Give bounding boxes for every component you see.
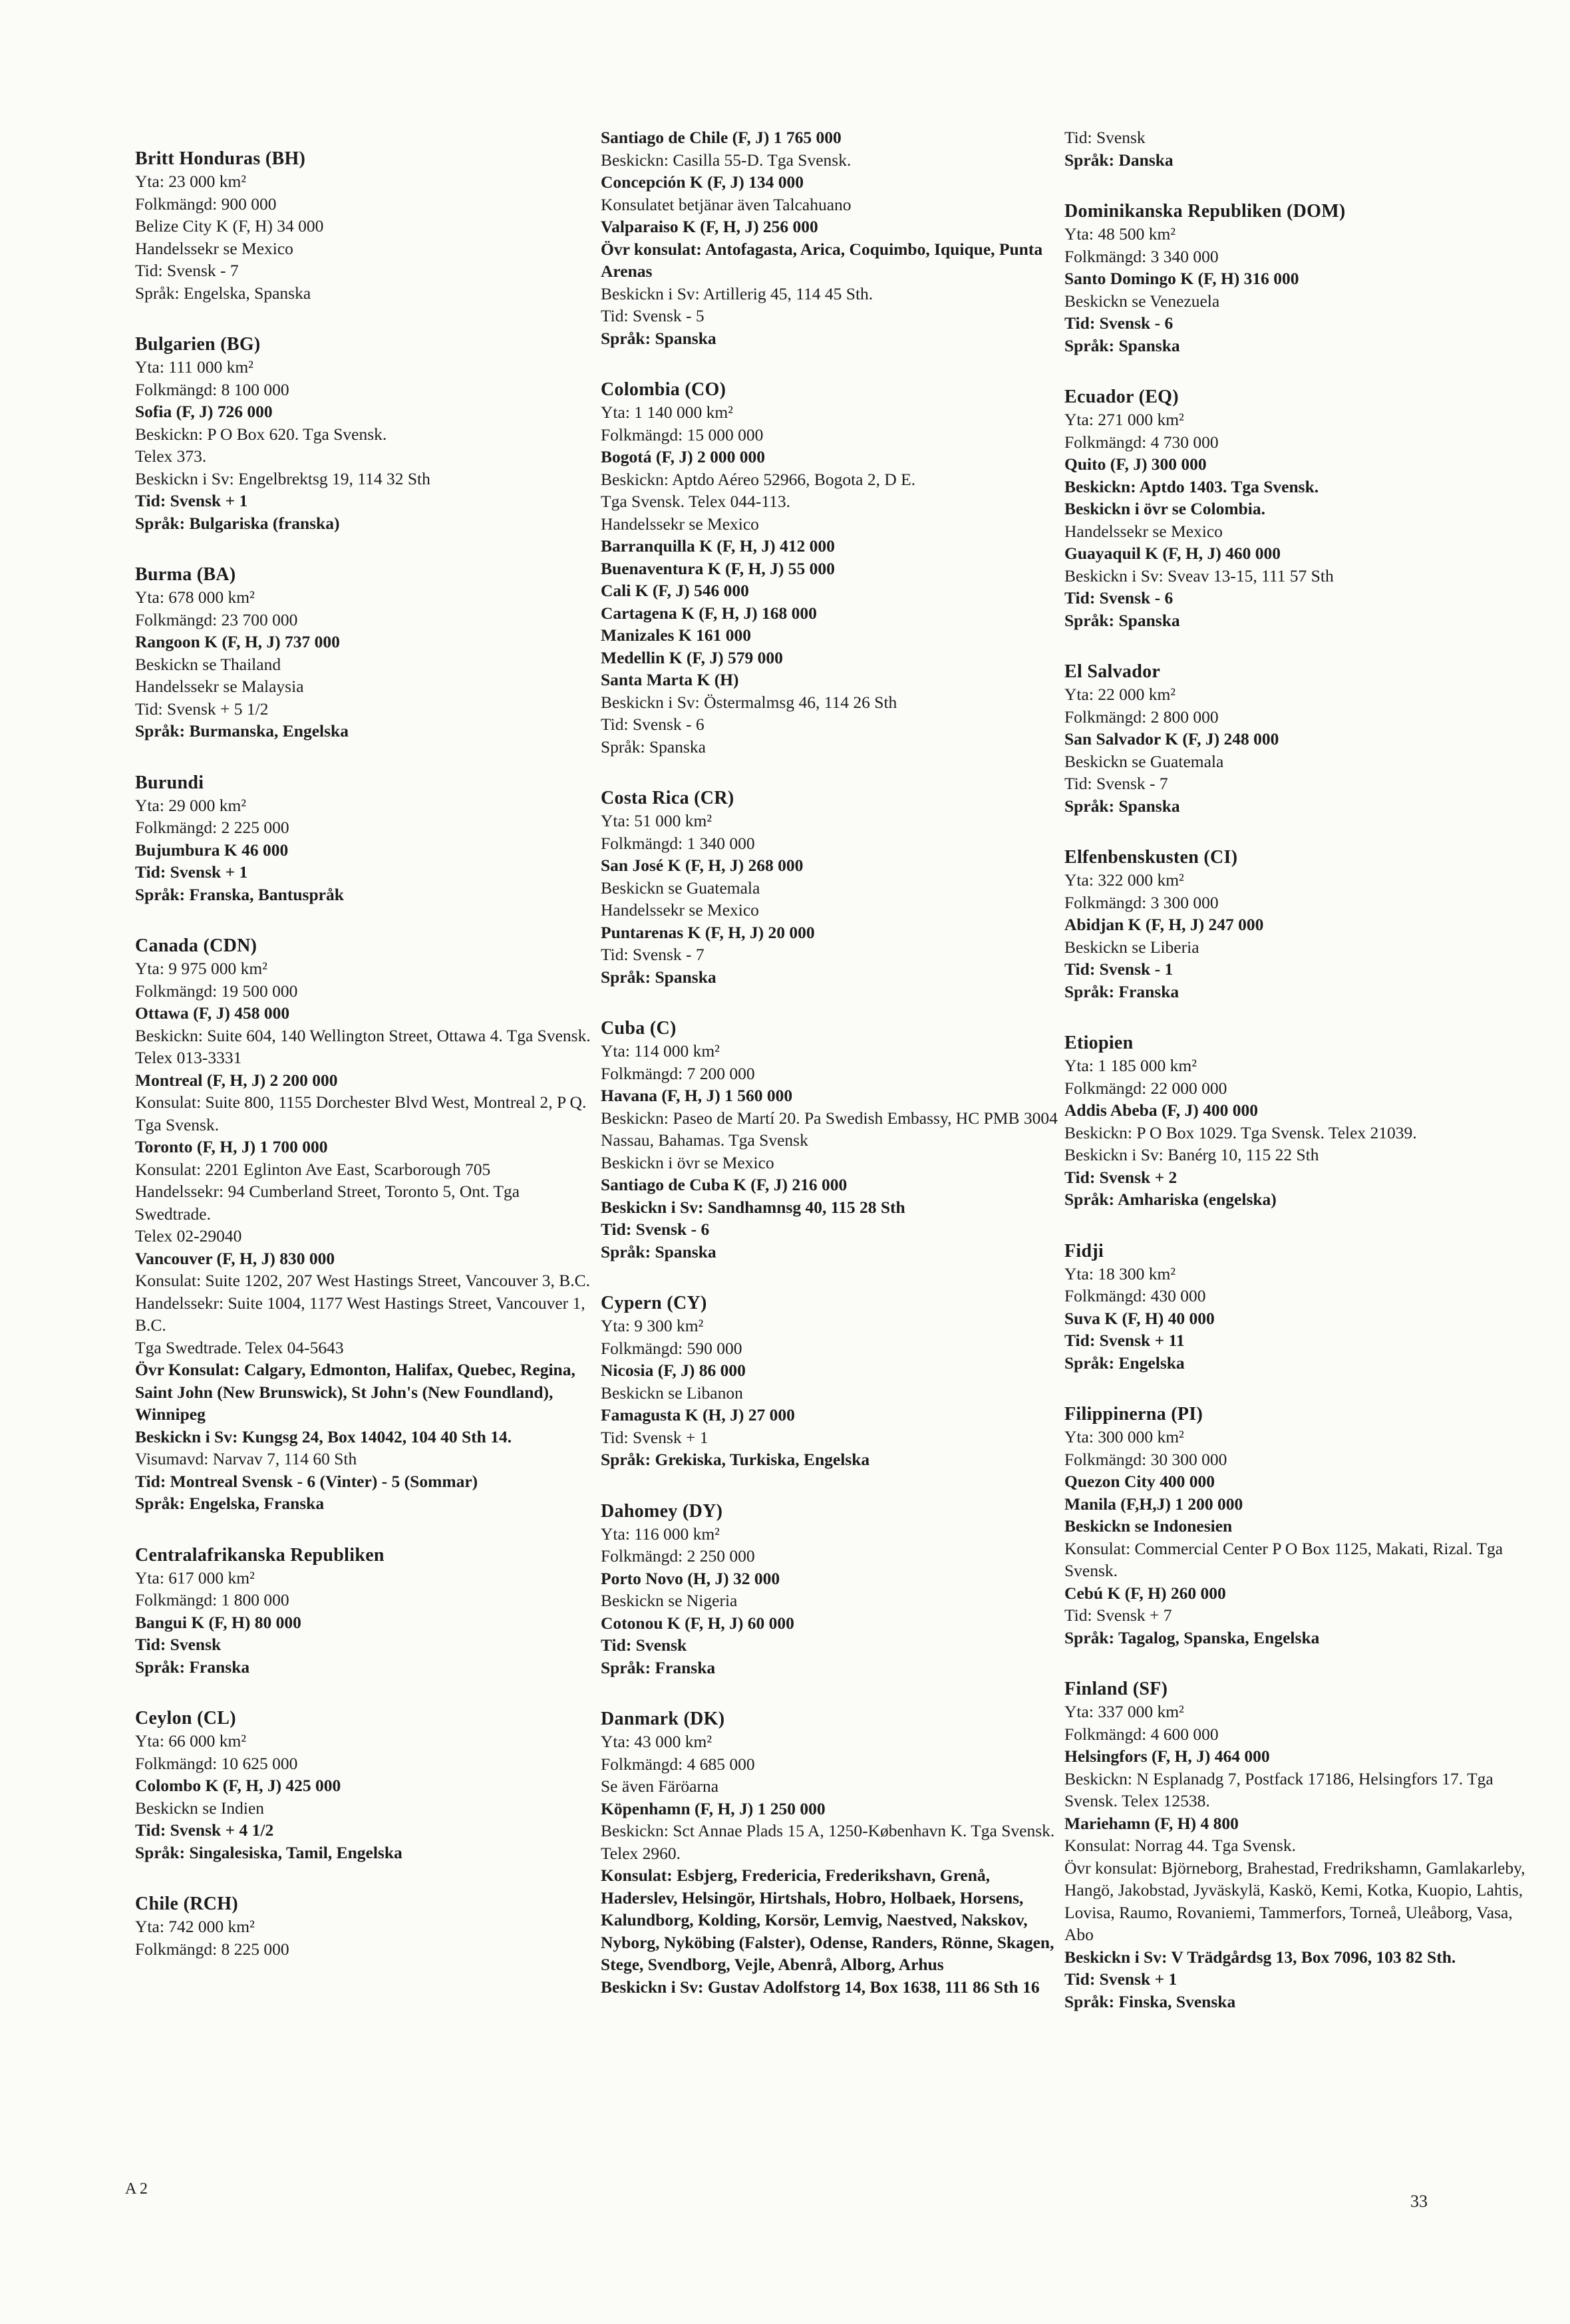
entry-line: Folkmängd: 23 700 000 [135,609,298,629]
entry-line: Folkmängd: 2 800 000 [1064,707,1219,727]
country-entry [601,126,1060,349]
entry-line: Puntarenas K (F, H, J) 20 000 [601,922,815,942]
entry-line: Yta: 114 000 km² [601,1041,720,1061]
entry-line: Språk: Burmanska, Engelska [135,721,349,741]
entry-line: Folkmängd: 22 000 000 [1064,1078,1227,1098]
column-3 [1064,126,1530,2042]
entry-line: Beskickn se Venezuela [1064,291,1220,311]
entry-line: Språk: Spanska [601,328,716,348]
entry-line: Folkmängd: 3 340 000 [1064,246,1219,266]
entry-line: Tid: Svensk + 1 [135,491,248,510]
entry-line: Yta: 300 000 km² [1064,1427,1184,1446]
country-entry [1064,200,1530,357]
entry-line: Quito (F, J) 300 000 [1064,454,1207,474]
country-name: Centralafrikanska Republiken [135,1544,385,1566]
entry-line: Handelssekr: Suite 1004, 1177 West Hastings Street, Vancouver 1, B.C. [135,1293,585,1335]
entry-line: Konsulat: Commercial Center P O Box 1125, Makati, Rizal. Tga Svensk. [1064,1538,1503,1580]
entry-line: San José K (F, H, J) 268 000 [601,856,804,875]
entry-line: Yta: 43 000 km² [601,1732,712,1751]
entry-line: Beskickn se Guatemala [601,878,760,898]
entry-line: Santiago de Chile (F, J) 1 765 000 [601,128,842,147]
footer-left-mark: A 2 [125,2180,148,2198]
entry-line: Beskickn i övr se Mexico [601,1152,774,1172]
entry-line: Folkmängd: 900 000 [135,194,277,214]
entry-line: Handelssekr se Mexico [1064,521,1223,541]
entry-line: Folkmängd: 3 300 000 [1064,892,1219,912]
entry-line: Folkmängd: 430 000 [1064,1286,1206,1305]
entry-line: Yta: 29 000 km² [135,795,247,815]
entry-line: Colombo K (F, H, J) 425 000 [135,1776,341,1795]
entry-line: Ottawa (F, J) 458 000 [135,1003,290,1023]
entry-line: Yta: 9 975 000 km² [135,959,267,978]
entry-line: Folkmängd: 30 300 000 [1064,1449,1227,1469]
entry-line: Språk: Franska [135,1657,250,1677]
country-entry [1064,846,1530,1003]
country-entry [135,1707,594,1864]
entry-line: Beskickn se Indien [135,1798,265,1818]
entry-line: Yta: 742 000 km² [135,1917,255,1936]
country-entry [135,935,594,1515]
entry-line: Beskickn i Sv: Banérg 10, 115 22 Sth [1064,1145,1319,1164]
country-name: Canada (CDN) [135,935,257,956]
entry-line: Yta: 66 000 km² [135,1731,247,1750]
country-name: El Salvador [1064,661,1161,682]
country-entry [135,148,594,304]
country-name: Burma (BA) [135,564,236,585]
country-entry [1064,1403,1530,1649]
entry-line: Tid: Svensk + 5 1/2 [135,699,269,719]
entry-line: Övr konsulat: Björneborg, Brahestad, Fredrikshamn, Gamlakarleby, Hangö, Jakobstad, Jyväskylä, Kaskö, Kemi, Kotka, Kuopio, Lahtis, Lovisa, Raumo, Rovaniemi, Tammerfors, Torneå, Uleåborg, Vasa, Abo [1064,1858,1525,1944]
entry-line: Barranquilla K (F, H, J) 412 000 [601,536,835,556]
entry-line: Valparaiso K (F, H, J) 256 000 [601,217,818,236]
entry-line: Konsulat: Esbjerg, Fredericia, Frederikshavn, Grenå, Haderslev, Helsingör, Hirtshals, Hobro, Holbaek, Horsens, Kalundborg, Kolding, Korsör, Lemvig, Naestved, Nakskov, Nyborg, Nyköbing (Falster), Odense, Randers, Rönne, Skagen, Stege, Svendborg, Vejle, Abenrå, Alborg, Arhus [601,1866,1054,1974]
entry-line: Toronto (F, H, J) 1 700 000 [135,1137,328,1156]
entry-line: Handelssekr se Mexico [601,514,759,534]
country-entry [1064,1032,1530,1211]
country-name: Britt Honduras (BH) [135,148,306,169]
entry-line: Folkmängd: 8 100 000 [135,379,289,399]
entry-line: Språk: Tagalog, Spanska, Engelska [1064,1627,1320,1647]
entry-line: Folkmängd: 10 625 000 [135,1753,298,1773]
entry-line: Beskickn i Sv: Artillerig 45, 114 45 Sth. [601,283,873,303]
country-name: Cypern (CY) [601,1293,707,1313]
entry-line: Bujumbura K 46 000 [135,840,289,860]
entry-line: Helsingfors (F, H, J) 464 000 [1064,1746,1270,1766]
entry-line: Beskickn: P O Box 1029. Tga Svensk. Telex 21039. [1064,1122,1417,1142]
entry-line: Beskickn se Liberia [1064,937,1199,957]
entry-line: Folkmängd: 4 685 000 [601,1754,755,1774]
country-entry [135,1544,594,1679]
entry-line: Beskickn se Indonesien [1064,1516,1233,1536]
entry-line: Beskickn i Sv: Engelbrektsg 19, 114 32 Sth [135,468,430,488]
entry-line: Beskickn se Thailand [135,654,281,674]
entry-line: Tid: Svensk + 1 [601,1427,708,1447]
entry-line: Språk: Franska [1064,981,1179,1001]
entry-line: Tid: Svensk + 7 [1064,1605,1172,1625]
entry-line: Beskickn: N Esplanadg 7, Postfack 17186, Helsingfors 17. Tga Svensk. Telex 12538. [1064,1768,1493,1810]
entry-line: Tga Svensk. Telex 044-113. [601,492,791,511]
country-entry [1064,386,1530,631]
entry-line: Yta: 1 185 000 km² [1064,1056,1197,1075]
entry-line: Telex 373. [135,446,207,466]
entry-line: Yta: 271 000 km² [1064,410,1184,429]
country-entry [601,1017,1060,1263]
entry-line: Språk: Franska [601,1657,716,1677]
entry-line: Tid: Svensk - 5 [601,306,705,325]
entry-line: Folkmängd: 7 200 000 [601,1063,755,1083]
entry-line: Santa Marta K (H) [601,670,739,689]
entry-line: Beskickn: Casilla 55-D. Tga Svensk. [601,150,852,170]
entry-line: Yta: 9 300 km² [601,1316,704,1335]
entry-line: Tid: Svensk - 6 [601,1220,710,1239]
entry-line: Köpenhamn (F, H, J) 1 250 000 [601,1798,826,1818]
entry-line: Handelssekr se Mexico [601,900,759,919]
column-2 [601,126,1060,2027]
entry-line: Addis Abeba (F, J) 400 000 [1064,1100,1258,1120]
column-1 [135,148,594,1989]
entry-line: Tid: Svensk + 1 [135,862,248,882]
entry-line: Tid: Svensk [601,1635,687,1655]
entry-line: Folkmängd: 19 500 000 [135,981,298,1001]
country-entry [1064,126,1530,171]
country-entry [1064,661,1530,817]
entry-line: Språk: Spanska [601,737,706,756]
entry-line: Beskickn i Sv: Östermalmsg 46, 114 26 Sth [601,692,897,712]
entry-line: Tid: Svensk - 6 [601,715,705,734]
entry-line: Yta: 22 000 km² [1064,685,1176,704]
entry-line: Språk: Franska, Bantuspråk [135,884,344,904]
entry-line: Yta: 51 000 km² [601,811,712,830]
entry-line: Yta: 1 140 000 km² [601,403,733,422]
entry-line: Beskickn i Sv: Gustav Adolfstorg 14, Box 1638, 111 86 Sth 16 [601,1977,1040,1997]
entry-line: Yta: 678 000 km² [135,587,255,607]
entry-line: Folkmängd: 8 225 000 [135,1939,289,1959]
country-entry [135,333,594,534]
entry-line: Beskickn i Sv: Kungsg 24, Box 14042, 104 40 Sth 14. [135,1426,512,1446]
country-name: Dahomey (DY) [601,1500,723,1522]
country-name: Chile (RCH) [135,1894,238,1914]
entry-line: Se även Färöarna [601,1776,719,1796]
entry-line: Språk: Amhariska (engelska) [1064,1190,1277,1209]
entry-line: Tid: Svensk + 4 1/2 [135,1820,274,1840]
entry-line: Språk: Spanska [601,1242,716,1261]
entry-line: Tid: Svensk - 1 [1064,959,1174,979]
entry-line: Cartagena K (F, H, J) 168 000 [601,603,817,623]
entry-line: Språk: Spanska [601,967,716,987]
entry-line: Yta: 322 000 km² [1064,870,1184,890]
country-name: Burundi [135,772,204,793]
entry-line: Mariehamn (F, H) 4 800 [1064,1813,1239,1833]
entry-line: Suva K (F, H) 40 000 [1064,1308,1215,1328]
entry-line: Folkmängd: 4 600 000 [1064,1724,1219,1744]
entry-line: Övr Konsulat: Calgary, Edmonton, Halifax, Quebec, Regina, Saint John (New Brunswick), St John's (New Foundland), Winnipeg [135,1360,575,1424]
country-entry [601,379,1060,758]
entry-line: Yta: 116 000 km² [601,1524,720,1544]
entry-line: Telex 02-29040 [135,1226,242,1245]
entry-line: Santiago de Cuba K (F, J) 216 000 [601,1175,848,1194]
entry-line: Beskickn se Libanon [601,1383,743,1403]
entry-line: Tid: Svensk [135,1635,222,1654]
entry-line: Språk: Engelska, Spanska [135,283,311,303]
entry-line: Vancouver (F, H, J) 830 000 [135,1248,335,1268]
entry-line: Konsulat: Suite 800, 1155 Dorchester Blvd West, Montreal 2, P Q. Tga Svensk. [135,1092,587,1134]
entry-line: Guayaquil K (F, H, J) 460 000 [1064,544,1281,563]
entry-line: Yta: 48 500 km² [1064,224,1176,244]
entry-line: Handelssekr se Malaysia [135,677,304,696]
entry-line: Tid: Svensk - 6 [1064,313,1174,333]
entry-line: Montreal (F, H, J) 2 200 000 [135,1070,338,1090]
entry-line: Santo Domingo K (F, H) 316 000 [1064,269,1299,288]
entry-line: Beskickn i Sv: V Trädgårdsg 13, Box 7096, 103 82 Sth. [1064,1947,1456,1967]
entry-line: Beskickn: Suite 604, 140 Wellington Street, Ottawa 4. Tga Svensk. Telex 013-3331 [135,1025,591,1067]
entry-line: Yta: 337 000 km² [1064,1702,1184,1721]
entry-line: Folkmängd: 2 225 000 [135,818,289,837]
country-name: Fidji [1064,1240,1104,1261]
entry-line: Beskickn: Aptdo 1403. Tga Svensk. [1064,476,1319,496]
entry-line: Beskickn: Paseo de Martí 20. Pa Swedish Embassy, HC PMB 3004 Nassau, Bahamas. Tga Svensk [601,1108,1058,1150]
entry-line: Språk: Bulgariska (franska) [135,513,340,533]
entry-line: Folkmängd: 4 730 000 [1064,432,1219,452]
entry-line: Beskickn i Sv: Sandhamnsg 40, 115 28 Sth [601,1197,905,1217]
entry-line: Beskickn se Nigeria [601,1591,738,1610]
page-number: 33 [1410,2192,1428,2211]
entry-line: Cebú K (F, H) 260 000 [1064,1583,1226,1603]
entry-line: Folkmängd: 15 000 000 [601,424,764,444]
entry-line: Tid: Svensk + 1 [1064,1969,1178,1989]
country-name: Bulgarien (BG) [135,334,261,355]
country-name: Ceylon (CL) [135,1708,236,1729]
country-entry [135,564,594,743]
entry-line: Yta: 23 000 km² [135,172,247,191]
entry-line: Övr konsulat: Antofagasta, Arica, Coquimbo, Iquique, Punta Arenas [601,239,1043,281]
entry-line: Beskickn: Aptdo Aéreo 52966, Bogota 2, D E. [601,469,916,489]
country-name: Ecuador (EQ) [1064,387,1179,407]
entry-line: Beskickn i Sv: Sveav 13-15, 111 57 Sth [1064,566,1334,585]
entry-line: Yta: 18 300 km² [1064,1263,1176,1283]
entry-line: Språk: Engelska [1064,1353,1185,1373]
entry-line: Beskickn se Guatemala [1064,751,1224,771]
entry-line: Språk: Danska [1064,150,1174,170]
entry-line: Handelssekr: 94 Cumberland Street, Toronto 5, Ont. Tga Swedtrade. [135,1182,520,1224]
entry-line: Porto Novo (H, J) 32 000 [601,1568,780,1588]
entry-line: Folkmängd: 590 000 [601,1338,742,1358]
entry-line: Buenaventura K (F, H, J) 55 000 [601,558,835,578]
entry-line: Folkmängd: 1 340 000 [601,833,755,853]
entry-line: Språk: Finska, Svenska [1064,1991,1236,2011]
entry-line: Tid: Svensk + 2 [1064,1167,1178,1187]
entry-line: Handelssekr se Mexico [135,238,293,258]
entry-line: Språk: Spanska [1064,796,1180,816]
country-name: Finland (SF) [1064,1679,1168,1699]
entry-line: Manizales K 161 000 [601,625,751,645]
country-entry [601,1500,1060,1679]
country-entry [601,787,1060,988]
entry-line: Tid: Svensk - 7 [1064,774,1168,793]
country-name: Filippinerna (PI) [1064,1404,1203,1424]
entry-line: Medellin K (F, J) 579 000 [601,647,783,667]
country-entry [135,1893,594,1960]
entry-line: Rangoon K (F, H, J) 737 000 [135,632,340,651]
country-name: Dominikanska Republiken (DOM) [1064,201,1346,222]
entry-line: Yta: 111 000 km² [135,357,253,377]
entry-line: Tid: Svensk - 6 [1064,588,1174,607]
entry-line: Yta: 617 000 km² [135,1568,255,1587]
entry-line: Cotonou K (F, H, J) 60 000 [601,1613,794,1633]
country-entry [135,772,594,906]
entry-line: Språk: Singalesiska, Tamil, Engelska [135,1842,402,1862]
entry-line: Tid: Svensk - 7 [135,261,239,280]
country-name: Cuba (C) [601,1018,677,1039]
entry-line: Tid: Svensk - 7 [601,945,705,964]
entry-line: Folkmängd: 2 250 000 [601,1546,755,1566]
entry-line: Havana (F, H, J) 1 560 000 [601,1086,793,1105]
entry-line: Visumavd: Narvav 7, 114 60 Sth [135,1449,357,1468]
entry-line: Tga Swedtrade. Telex 04-5643 [135,1337,344,1357]
entry-line: Konsulat: Suite 1202, 207 West Hastings Street, Vancouver 3, B.C. [135,1271,591,1290]
country-entry [1064,1678,1530,2013]
entry-line: Språk: Engelska, Franska [135,1494,325,1513]
entry-line: Sofia (F, J) 726 000 [135,402,273,421]
entry-line: Belize City K (F, H) 34 000 [135,216,324,236]
entry-line: Konsulat: Norrag 44. Tga Svensk. [1064,1836,1296,1855]
entry-line: Bogotá (F, J) 2 000 000 [601,447,765,466]
entry-line: Konsulatet betjänar även Talcahuano [601,194,852,214]
entry-line: Folkmängd: 1 800 000 [135,1590,289,1609]
entry-line: Manila (F,H,J) 1 200 000 [1064,1494,1243,1514]
country-entry [601,1708,1060,1998]
entry-line: Tid: Montreal Svensk - 6 (Vinter) - 5 (Sommar) [135,1471,478,1491]
entry-line: Beskickn: Sct Annae Plads 15 A, 1250-København K. Tga Svensk. Telex 2960. [601,1821,1055,1863]
country-name: Elfenbenskusten (CI) [1064,847,1238,868]
entry-line: Tid: Svensk [1064,128,1146,147]
entry-line: Quezon City 400 000 [1064,1472,1215,1491]
country-name: Costa Rica (CR) [601,788,734,808]
entry-line: Språk: Spanska [1064,610,1180,630]
entry-line: Språk: Grekiska, Turkiska, Engelska [601,1450,870,1469]
entry-line: Cali K (F, J) 546 000 [601,581,749,600]
entry-line: Konsulat: 2201 Eglinton Ave East, Scarborough 705 [135,1159,491,1179]
entry-line: Abidjan K (F, H, J) 247 000 [1064,915,1264,934]
entry-line: Concepción K (F, J) 134 000 [601,172,804,192]
country-name: Etiopien [1064,1033,1134,1053]
country-entry [601,1292,1060,1471]
entry-line: Beskickn i övr se Colombia. [1064,499,1266,518]
entry-line: Beskickn: P O Box 620. Tga Svensk. [135,424,387,444]
country-name: Danmark (DK) [601,1709,725,1729]
entry-line: Nicosia (F, J) 86 000 [601,1361,746,1380]
entry-line: San Salvador K (F, J) 248 000 [1064,729,1279,748]
entry-line: Språk: Spanska [1064,335,1180,355]
entry-line: Famagusta K (H, J) 27 000 [601,1405,795,1424]
entry-line: Tid: Svensk + 11 [1064,1331,1185,1350]
country-name: Colombia (CO) [601,379,726,400]
entry-line: Bangui K (F, H) 80 000 [135,1612,301,1632]
country-entry [1064,1240,1530,1375]
